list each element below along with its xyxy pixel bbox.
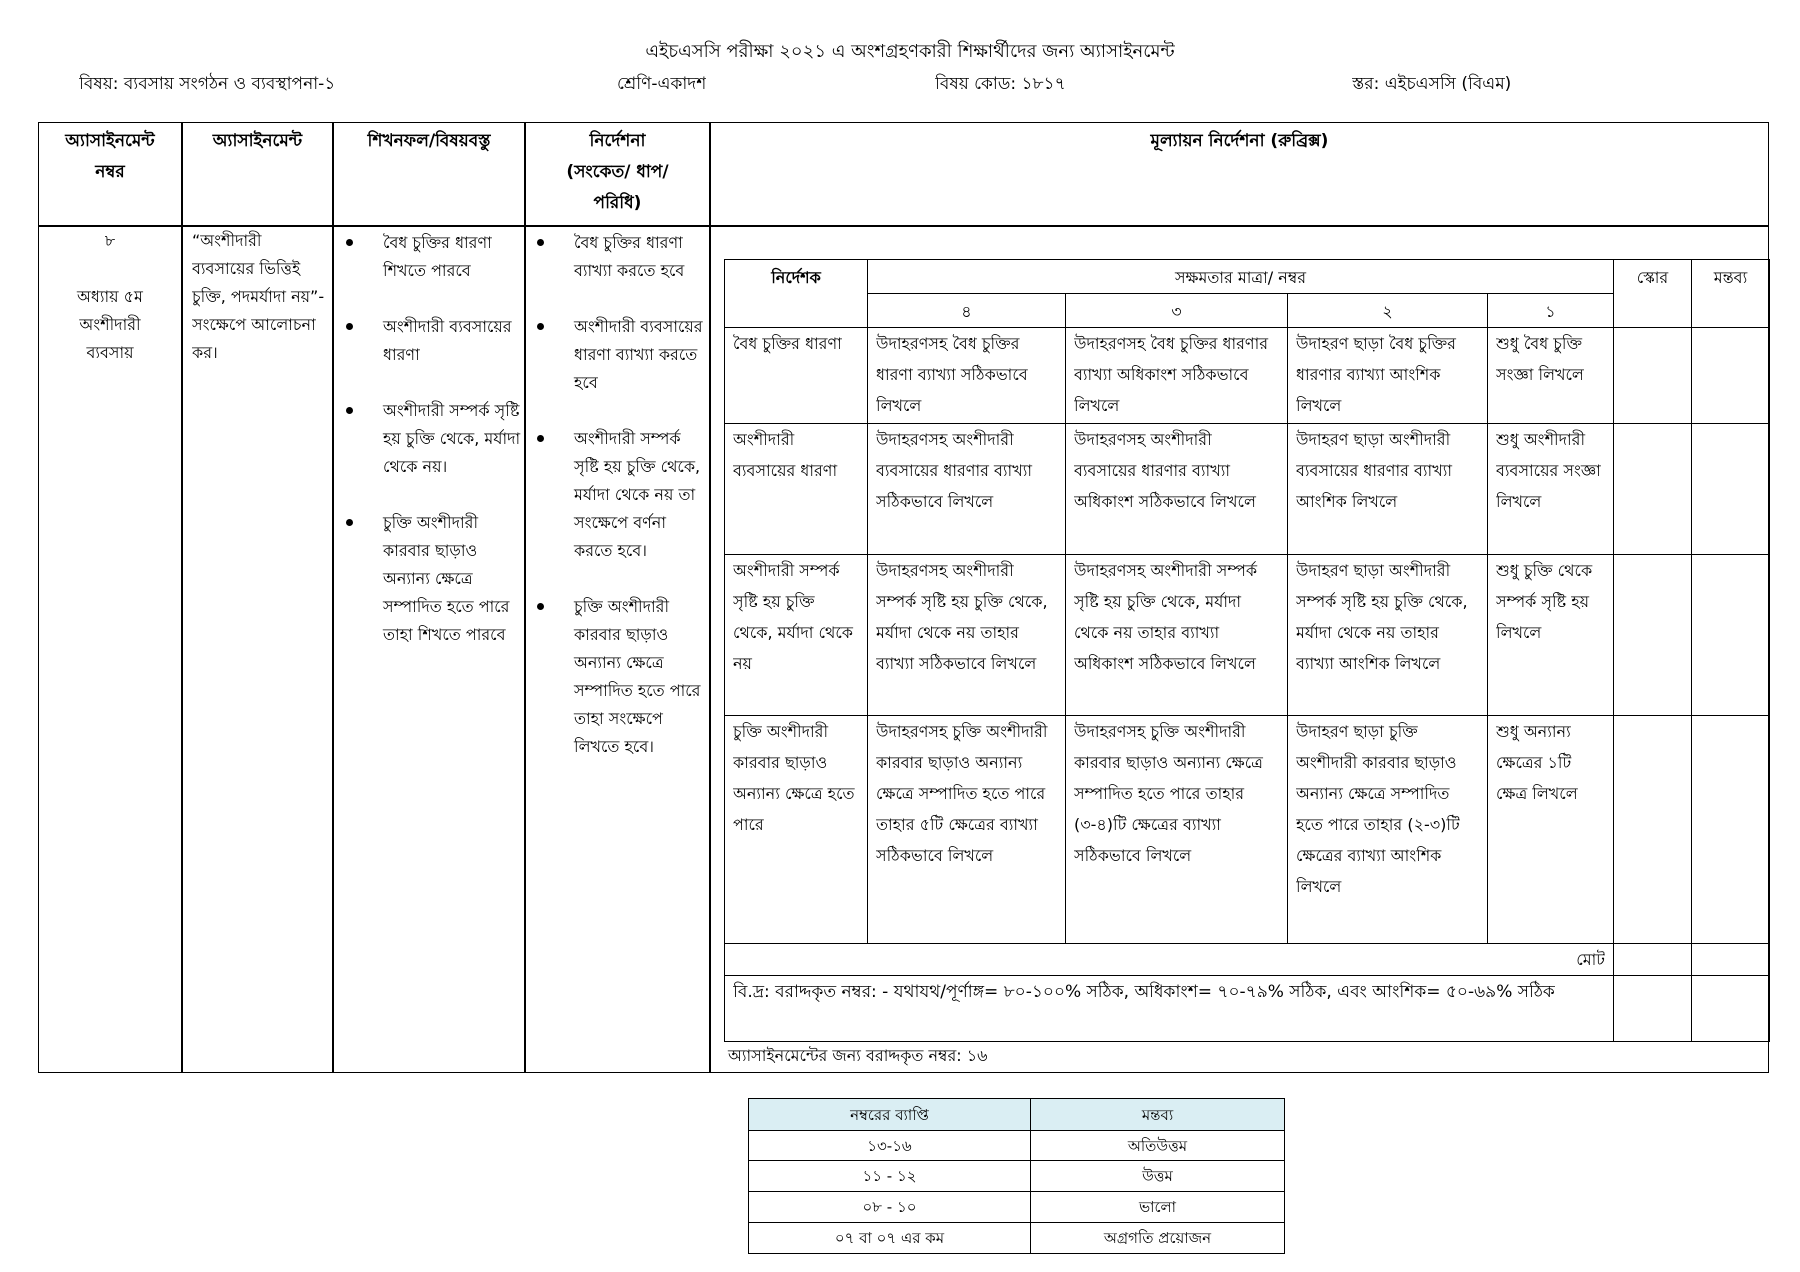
level-1-cell xyxy=(1488,555,1614,716)
remarks-cell[interactable] xyxy=(1692,555,1770,716)
level-1-cell xyxy=(1488,424,1614,555)
level-3-text: উদাহরণসহ অংশীদারী ব্যবসায়ের ধারণার ব্যাখ্যা অধিকাংশ সঠিকভাবে লিখলে xyxy=(1074,430,1256,511)
note-text: বি.দ্র: বরাদ্দকৃত নম্বর: - যথাযথ/পূর্ণাঙ্গ= ৮০-১০০% সঠিক, অধিকাংশ= ৭০-৭৯% সঠিক, এবং আংশিক= ৫০-৬৯% সঠিক xyxy=(733,982,1555,1002)
allotted-marks: অ্যাসাইনমেন্টের জন্য বরাদ্দকৃত নম্বর: ১৬ xyxy=(728,1046,988,1065)
level-2-cell xyxy=(1288,328,1488,424)
level-2-cell xyxy=(1288,716,1488,944)
total-row xyxy=(725,944,1770,976)
levels-header: সক্ষমতার মাত্রা/ নম্বর xyxy=(868,260,1614,294)
range-cell: ১১ - ১২ xyxy=(749,1161,1031,1192)
remarks-cell[interactable] xyxy=(1692,328,1770,424)
header-learning-outcomes: শিখনফল/বিষয়বস্তু xyxy=(367,131,491,151)
table-row xyxy=(725,424,1770,555)
score-header: স্কোর xyxy=(1614,260,1692,328)
level-4-cell xyxy=(868,424,1066,555)
range-header: নম্বরের ব্যাপ্তি xyxy=(749,1099,1031,1131)
level-3-text: উদাহরণসহ বৈধ চুক্তির ধারণার ব্যাখ্যা অধিকাংশ সঠিকভাবে লিখলে xyxy=(1074,334,1269,415)
assignment-number: ৮ xyxy=(104,231,116,250)
level-4-text: উদাহরণসহ অংশীদারী সম্পর্ক সৃষ্টি হয় চুক্তি থেকে, মর্যাদা থেকে নয় তাহার ব্যাখ্যা সঠিকভাবে লিখলে xyxy=(876,561,1048,673)
class-label: শ্রেণি-একাদশ xyxy=(617,74,707,94)
remark-header: মন্তব্য xyxy=(1031,1099,1285,1131)
chapter-label: অধ্যায় ৫ম অংশীদারী ব্যবসায় xyxy=(77,287,143,362)
level-1-text: শুধু চুক্তি থেকে সম্পর্ক সৃষ্টি হয় লিখলে xyxy=(1496,561,1593,642)
list-item: চুক্তি অংশীদারী কারবার ছাড়াও অন্যান্য ক্ষেত্রে সম্পাদিত হতে পারে তাহা শিখতে পারবে xyxy=(383,509,525,649)
header-evaluation: মূল্যায়ন নির্দেশনা (রুব্রিক্স) xyxy=(1150,131,1329,151)
remark-cell: ভালো xyxy=(1031,1192,1285,1223)
subject-label: বিষয়: ব্যবসায় সংগঠন ও ব্যবস্থাপনা-১ xyxy=(79,74,336,94)
remark-cell: উত্তম xyxy=(1031,1161,1285,1192)
level-4-text: উদাহরণসহ বৈধ চুক্তির ধারণা ব্যাখ্যা সঠিকভাবে লিখলে xyxy=(876,334,1028,415)
level-3-cell xyxy=(1066,328,1288,424)
total-label-cell xyxy=(725,944,1614,976)
column-divider xyxy=(709,122,711,1073)
level-2-cell xyxy=(1288,424,1488,555)
note-remarks-cell[interactable] xyxy=(1692,976,1770,1042)
range-cell: ১৩-১৬ xyxy=(749,1131,1031,1161)
header-assignment: অ্যাসাইনমেন্ট xyxy=(212,131,303,151)
score-cell[interactable] xyxy=(1614,424,1692,555)
level-2-text: উদাহরণ ছাড়া বৈধ চুক্তির ধারণার ব্যাখ্যা আংশিক লিখলে xyxy=(1296,334,1456,415)
level-3-text: উদাহরণসহ অংশীদারী সম্পর্ক সৃষ্টি হয় চুক্তি থেকে, মর্যাদা থেকে নয় তাহার ব্যাখ্যা অধিকাংশ সঠিকভাবে লিখলে xyxy=(1074,561,1258,673)
level-4-cell xyxy=(868,328,1066,424)
table-row xyxy=(749,1223,1285,1254)
header-instructions: নির্দেশনা (সংকেত/ ধাপ/ পরিধি) xyxy=(566,131,669,213)
score-cell[interactable] xyxy=(1614,328,1692,424)
remarks-cell[interactable] xyxy=(1692,424,1770,555)
level-3-cell xyxy=(1066,555,1288,716)
assignment-number-cell xyxy=(40,227,180,1067)
indicator-text: বৈধ চুক্তির ধারণা xyxy=(733,334,842,353)
level-1-text: শুধু অংশীদারী ব্যবসায়ের সংজ্ঞা লিখলে xyxy=(1496,430,1601,511)
level-1-text: শুধু অন্যান্য ক্ষেত্রের ১টি ক্ষেত্র লিখলে xyxy=(1496,722,1578,803)
remarks-header: মন্তব্য xyxy=(1692,260,1770,328)
list-item: বৈধ চুক্তির ধারণা শিখতে পারবে xyxy=(383,229,525,285)
rubric-header-row xyxy=(725,260,1770,294)
level-3-header: ৩ xyxy=(1066,294,1288,328)
list-item: অংশীদারী ব্যবসায়ের ধারণা xyxy=(383,313,525,369)
column-divider xyxy=(181,122,183,1073)
level-3-cell xyxy=(1066,716,1288,944)
list-item: বৈধ চুক্তির ধারণা ব্যাখ্যা করতে হবে xyxy=(574,229,708,285)
level-2-cell xyxy=(1288,555,1488,716)
level-2-text: উদাহরণ ছাড়া চুক্তি অংশীদারী কারবার ছাড়াও অন্যান্য ক্ষেত্রে সম্পাদিত হতে পারে তাহার (২-৩)টি ক্ষেত্রের ব্যাখ্যা আংশিক লিখলে xyxy=(1296,722,1460,896)
list-item: চুক্তি অংশীদারী কারবার ছাড়াও অন্যান্য ক্ষেত্রে সম্পাদিত হতে পারে তাহা সংক্ষেপে লিখতে হবে। xyxy=(574,593,708,761)
score-cell[interactable] xyxy=(1614,716,1692,944)
column-divider xyxy=(332,122,334,1073)
note-score-cell[interactable] xyxy=(1614,976,1692,1042)
level-4-cell xyxy=(868,555,1066,716)
indicator-cell xyxy=(725,328,868,424)
remark-cell: অগ্রগতি প্রয়োজন xyxy=(1031,1223,1285,1254)
list-item: অংশীদারী সম্পর্ক সৃষ্টি হয় চুক্তি থেকে, মর্যাদা থেকে নয়। xyxy=(383,397,525,481)
table-row xyxy=(725,328,1770,424)
level-1-text: শুধু বৈধ চুক্তি সংজ্ঞা লিখলে xyxy=(1496,334,1584,384)
table-row xyxy=(725,716,1770,944)
page-title: এইচএসসি পরীক্ষা ২০২১ এ অংশগ্রহণকারী শিক্ষার্থীদের জন্য অ্যাসাইনমেন্ট xyxy=(645,41,1175,62)
indicator-cell xyxy=(725,424,868,555)
instructions-list xyxy=(531,229,708,1067)
header-assignment-number: অ্যাসাইনমেন্ট নম্বর xyxy=(65,131,155,182)
indicator-header: নির্দেশক xyxy=(725,260,868,328)
level-3-cell xyxy=(1066,424,1288,555)
total-remarks-cell[interactable] xyxy=(1692,944,1770,976)
list-item: অংশীদারী ব্যবসায়ের ধারণা ব্যাখ্যা করতে হবে xyxy=(574,313,708,397)
level-1-header: ১ xyxy=(1488,294,1614,328)
level-2-text: উদাহরণ ছাড়া অংশীদারী ব্যবসায়ের ধারণার ব্যাখ্যা আংশিক লিখলে xyxy=(1296,430,1452,511)
level-4-header: ৪ xyxy=(868,294,1066,328)
level-4-cell xyxy=(868,716,1066,944)
indicator-text: চুক্তি অংশীদারী কারবার ছাড়াও অন্যান্য ক্ষেত্রে হতে পারে xyxy=(733,722,855,834)
assignment-text: “অংশীদারী ব্যবসায়ের ভিত্তিই চুক্তি, পদমর্যাদা নয়”- সংক্ষেপে আলোচনা কর। xyxy=(192,231,325,362)
remark-cell: অতিউত্তম xyxy=(1031,1131,1285,1161)
level-2-header: ২ xyxy=(1288,294,1488,328)
list-item: অংশীদারী সম্পর্ক সৃষ্টি হয় চুক্তি থেকে, মর্যাদা থেকে নয় তা সংক্ষেপে বর্ণনা করতে হবে। xyxy=(574,425,708,565)
grade-table xyxy=(748,1098,1285,1254)
indicator-cell xyxy=(725,555,868,716)
learning-outcomes-list xyxy=(340,229,525,1067)
indicator-cell xyxy=(725,716,868,944)
level-1-cell xyxy=(1488,328,1614,424)
table-row xyxy=(725,555,1770,716)
level-4-text: উদাহরণসহ চুক্তি অংশীদারী কারবার ছাড়াও অন্যান্য ক্ষেত্রে সম্পাদিত হতে পারে তাহার ৫টি ক্ষেত্রের ব্যাখ্যা সঠিকভাবে লিখলে xyxy=(876,722,1048,865)
level-2-text: উদাহরণ ছাড়া অংশীদারী সম্পর্ক সৃষ্টি হয় চুক্তি থেকে, মর্যাদা থেকে নয় তাহার ব্যাখ্যা আংশিক লিখলে xyxy=(1296,561,1468,673)
grade-header-row xyxy=(749,1099,1285,1131)
rubric-table xyxy=(724,259,1770,1042)
indicator-text: অংশীদারী সম্পর্ক সৃষ্টি হয় চুক্তি থেকে, মর্যাদা থেকে নয় xyxy=(733,561,853,673)
score-cell[interactable] xyxy=(1614,555,1692,716)
note-cell xyxy=(725,976,1614,1042)
total-label: মোট xyxy=(1576,950,1605,969)
table-row xyxy=(749,1161,1285,1192)
level-1-cell xyxy=(1488,716,1614,944)
table-row xyxy=(749,1192,1285,1223)
level-3-text: উদাহরণসহ চুক্তি অংশীদারী কারবার ছাড়াও অন্যান্য ক্ষেত্রে সম্পাদিত হতে পারে তাহার (৩-৪)টি ক্ষেত্রের ব্যাখ্যা সঠিকভাবে লিখলে xyxy=(1074,722,1263,865)
rubric-level-row xyxy=(725,294,1770,328)
range-cell: ০৭ বা ০৭ এর কম xyxy=(749,1223,1031,1254)
indicator-text: অংশীদারী ব্যবসায়ের ধারণা xyxy=(733,430,838,480)
subject-code-label: বিষয় কোড: ১৮১৭ xyxy=(935,74,1066,94)
level-label: স্তর: এইচএসসি (বিএম) xyxy=(1352,74,1512,94)
level-4-text: উদাহরণসহ অংশীদারী ব্যবসায়ের ধারণার ব্যাখ্যা সঠিকভাবে লিখলে xyxy=(876,430,1032,511)
range-cell: ০৮ - ১০ xyxy=(749,1192,1031,1223)
total-score-cell[interactable] xyxy=(1614,944,1692,976)
note-row xyxy=(725,976,1770,1042)
table-row xyxy=(749,1131,1285,1161)
remarks-cell[interactable] xyxy=(1692,716,1770,944)
